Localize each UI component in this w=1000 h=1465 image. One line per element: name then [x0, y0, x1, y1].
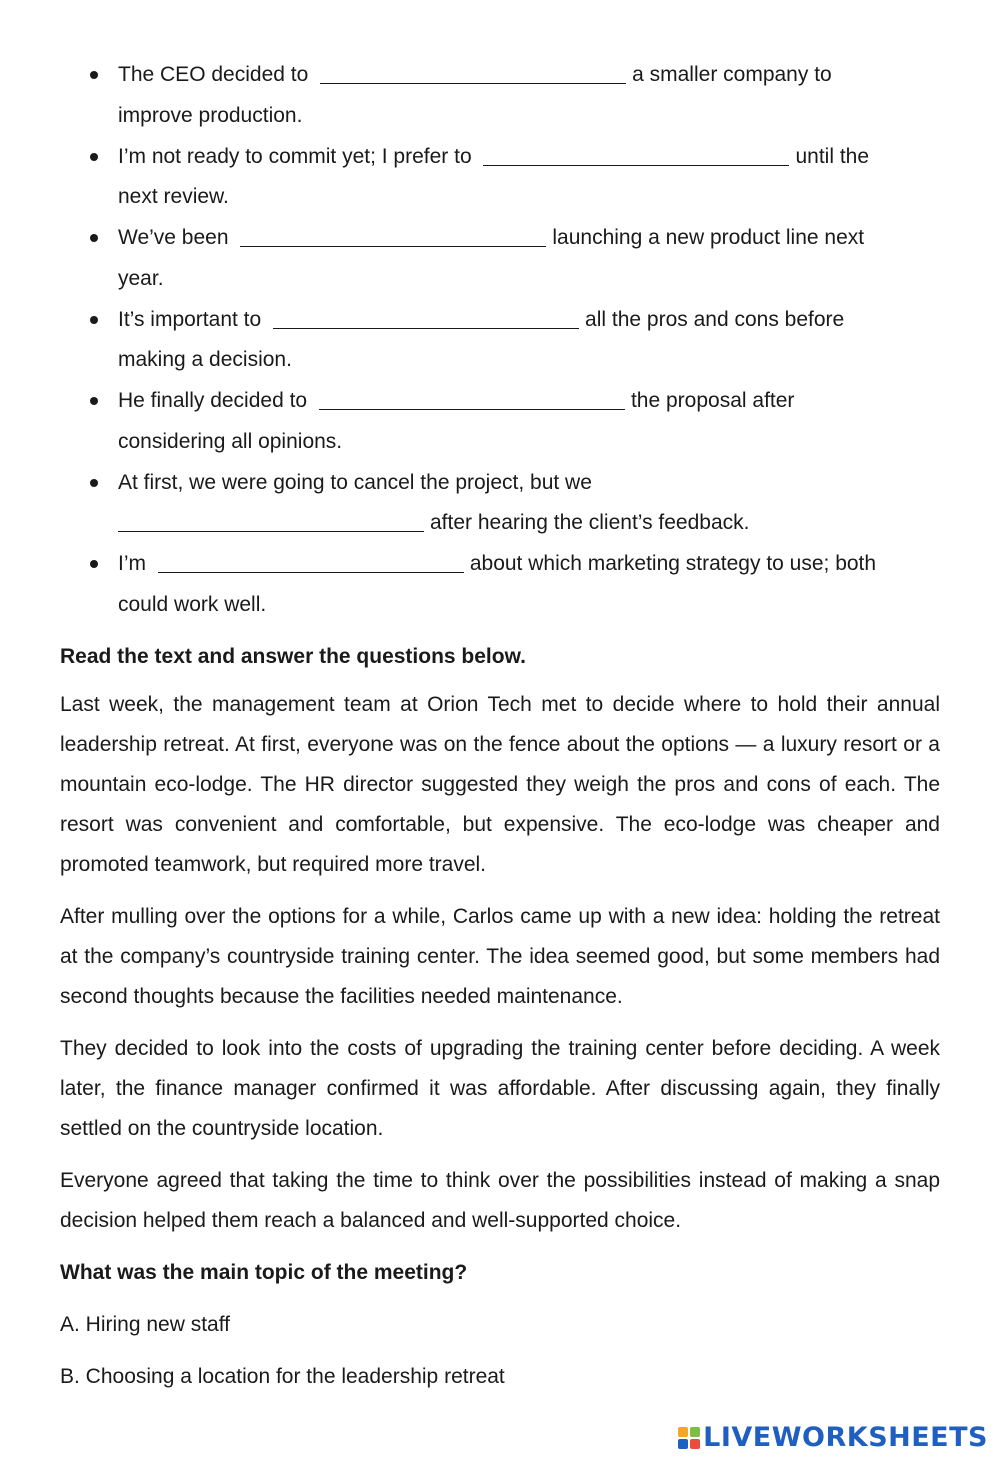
logo-square: [690, 1427, 700, 1437]
list-item: At first, we were going to cancel the project, but we after hearing the client’s feedback.: [60, 463, 940, 544]
reading-paragraph: They decided to look into the costs of upgrading the training center before deciding. A week later, the finance manager confirmed it was affordable. After discussing again, they finally settled on the countryside location.: [60, 1037, 940, 1140]
fill-in-blanks-list: [60, 55, 940, 625]
logo-square: [678, 1427, 688, 1437]
answer-option-a[interactable]: A. Hiring new staff: [60, 1313, 231, 1336]
liveworksheets-logo-icon: [678, 1427, 700, 1449]
answer-blank[interactable]: [319, 389, 625, 410]
answer-blank[interactable]: [118, 511, 424, 532]
logo-square: [690, 1439, 700, 1449]
liveworksheets-logo: [678, 1422, 988, 1453]
answer-blank[interactable]: [320, 63, 626, 84]
reading-paragraph: After mulling over the options for a while, Carlos came up with a new idea: holding the retreat at the company’s countryside training center. The idea seemed good, but some members had second thoughts because the facilities needed maintenance.: [60, 905, 940, 1008]
answer-blank[interactable]: [273, 308, 579, 329]
question-text: What was the main topic of the meeting?: [60, 1261, 468, 1284]
list-item: The CEO decided to a smaller company to improve production.: [60, 55, 940, 136]
answer-blank[interactable]: [158, 552, 464, 573]
reading-heading: Read the text and answer the questions below.: [60, 645, 526, 668]
reading-paragraph: Everyone agreed that taking the time to think over the possibilities instead of making a snap decision helped them reach a balanced and well-supported choice.: [60, 1169, 940, 1232]
answer-blank[interactable]: [483, 145, 789, 166]
worksheet-page: [60, 55, 940, 1409]
list-item: We’ve been launching a new product line next year.: [60, 218, 940, 299]
answer-option-b[interactable]: B. Choosing a location for the leadership retreat: [60, 1365, 505, 1388]
list-item: He finally decided to the proposal after considering all opinions.: [60, 381, 940, 462]
list-item: It’s important to all the pros and cons before making a decision.: [60, 300, 940, 381]
brand-name: LIVEWORKSHEETS: [703, 1422, 988, 1453]
reading-paragraph: Last week, the management team at Orion Tech met to decide where to hold their annual leadership retreat. At first, everyone was on the fence about the options — a luxury resort or a mountain eco-lodge. The HR director suggested they weigh the pros and cons of each. The resort was convenient and comfortable, but expensive. The eco-lodge was cheaper and promoted teamwork, but required more travel.: [60, 693, 940, 876]
answer-blank[interactable]: [240, 226, 546, 247]
logo-square: [678, 1439, 688, 1449]
list-item: I’m about which marketing strategy to use; both could work well.: [60, 544, 940, 625]
list-item: I’m not ready to commit yet; I prefer to until the next review.: [60, 137, 940, 218]
